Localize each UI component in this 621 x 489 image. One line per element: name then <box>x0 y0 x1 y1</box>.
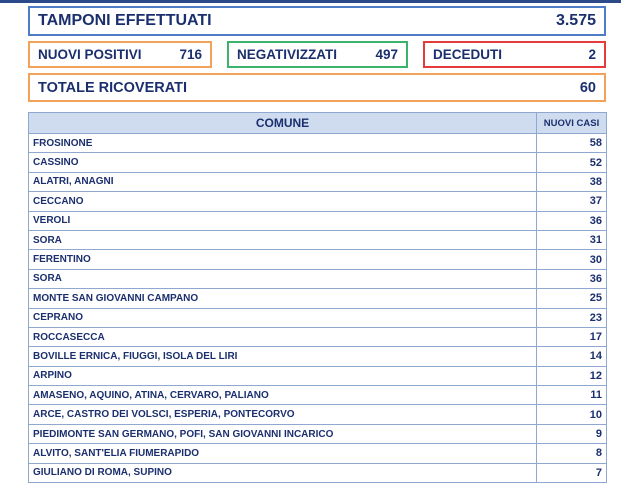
table-row <box>29 289 607 308</box>
table-row <box>29 444 607 463</box>
nuovi-casi-cell: 52 <box>537 153 607 172</box>
table-row <box>29 134 607 153</box>
negativizzati-value: 497 <box>375 47 398 62</box>
comune-cell: FROSINONE <box>29 134 537 153</box>
comune-cell: SORA <box>29 269 537 288</box>
nuovi-casi-cell: 30 <box>537 250 607 269</box>
table-row <box>29 347 607 366</box>
negativizzati-box <box>227 41 408 68</box>
comune-cell: ALATRI, ANAGNI <box>29 172 537 191</box>
nuovi-positivi-box <box>28 41 212 68</box>
comune-cell: MONTE SAN GIOVANNI CAMPANO <box>29 289 537 308</box>
tamponi-box <box>28 6 606 36</box>
comune-cell: VEROLI <box>29 211 537 230</box>
table-row <box>29 192 607 211</box>
table-row <box>29 386 607 405</box>
deceduti-value: 2 <box>588 47 596 62</box>
deceduti-box <box>423 41 606 68</box>
nuovi-casi-cell: 38 <box>537 172 607 191</box>
nuovi-casi-cell: 36 <box>537 269 607 288</box>
comune-cell: GIULIANO DI ROMA, SUPINO <box>29 463 537 482</box>
tamponi-label: TAMPONI EFFETTUATI <box>38 12 212 29</box>
negativizzati-label: NEGATIVIZZATI <box>237 47 337 62</box>
nuovi-casi-cell: 14 <box>537 347 607 366</box>
table-row <box>29 327 607 346</box>
nuovi-casi-cell: 10 <box>537 405 607 424</box>
nuovi-positivi-label: NUOVI POSITIVI <box>38 47 142 62</box>
totale-ricoverati-value: 60 <box>579 79 596 96</box>
nuovi-casi-cell: 23 <box>537 308 607 327</box>
comune-cell: FERENTINO <box>29 250 537 269</box>
nuovi-casi-cell: 8 <box>537 444 607 463</box>
comune-cell: CEPRANO <box>29 308 537 327</box>
nuovi-casi-cell: 25 <box>537 289 607 308</box>
nuovi-casi-cell: 12 <box>537 366 607 385</box>
comune-cell: PIEDIMONTE SAN GERMANO, POFI, SAN GIOVANNI INCARICO <box>29 424 537 443</box>
totale-ricoverati-box <box>28 73 606 102</box>
nuovi-casi-cell: 11 <box>537 386 607 405</box>
table-row <box>29 424 607 443</box>
comune-cell: BOVILLE ERNICA, FIUGGI, ISOLA DEL LIRI <box>29 347 537 366</box>
table-row <box>29 211 607 230</box>
table-body <box>29 134 607 483</box>
tamponi-value: 3.575 <box>555 12 596 29</box>
table-row <box>29 172 607 191</box>
comune-cell: CECCANO <box>29 192 537 211</box>
comune-cell: ROCCASECCA <box>29 327 537 346</box>
comune-cell: ARCE, CASTRO DEI VOLSCI, ESPERIA, PONTECORVO <box>29 405 537 424</box>
comune-cell: CASSINO <box>29 153 537 172</box>
comune-cell: ALVITO, SANT'ELIA FIUMERAPIDO <box>29 444 537 463</box>
table-row <box>29 153 607 172</box>
table-row <box>29 250 607 269</box>
table-row <box>29 269 607 288</box>
deceduti-label: DECEDUTI <box>433 47 503 62</box>
nuovi-casi-cell: 7 <box>537 463 607 482</box>
table-header-row <box>29 113 607 134</box>
nuovi-casi-cell: 31 <box>537 230 607 249</box>
nuovi-positivi-value: 716 <box>179 47 202 62</box>
comune-cell: ARPINO <box>29 366 537 385</box>
nuovi-casi-cell: 9 <box>537 424 607 443</box>
table-row <box>29 366 607 385</box>
comuni-table <box>28 112 607 483</box>
totale-ricoverati-label: TOTALE RICOVERATI <box>38 79 188 96</box>
table-row <box>29 405 607 424</box>
table-row <box>29 308 607 327</box>
nuovi-casi-cell: 36 <box>537 211 607 230</box>
table-row <box>29 230 607 249</box>
nuovi-casi-cell: 17 <box>537 327 607 346</box>
header-nuovi-casi: NUOVI CASI <box>537 113 607 134</box>
top-border-bar <box>0 0 621 3</box>
nuovi-casi-cell: 58 <box>537 134 607 153</box>
nuovi-casi-cell: 37 <box>537 192 607 211</box>
header-comune: COMUNE <box>29 113 537 134</box>
table-row <box>29 463 607 482</box>
comune-cell: SORA <box>29 230 537 249</box>
comune-cell: AMASENO, AQUINO, ATINA, CERVARO, PALIANO <box>29 386 537 405</box>
